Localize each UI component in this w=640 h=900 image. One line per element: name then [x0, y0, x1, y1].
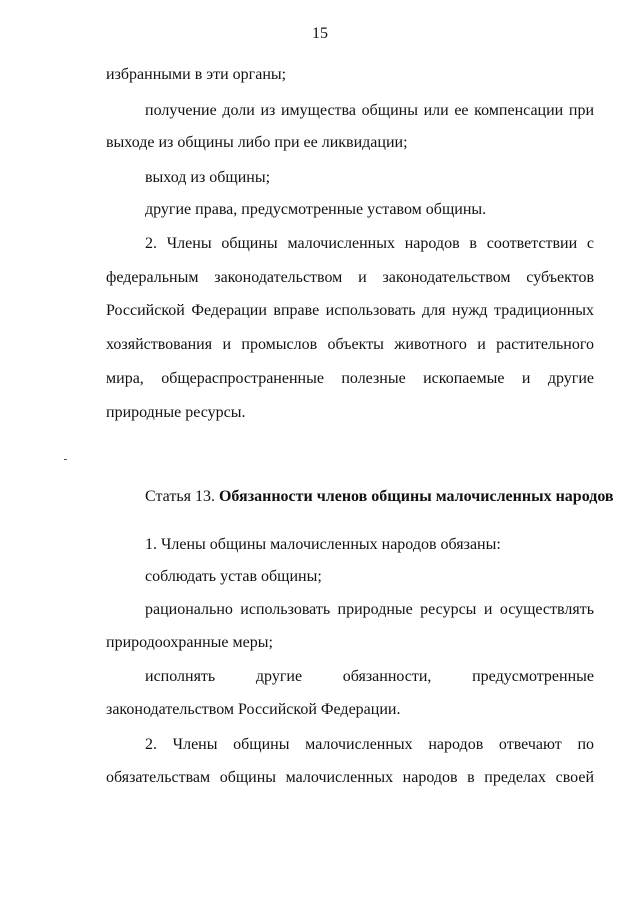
text-line: получение доли из имущества общины или ее компенсации при — [145, 102, 594, 119]
text-line: федеральным законодательством и законодательством субъектов — [106, 269, 594, 286]
margin-mark — [64, 459, 67, 460]
article-title: Обязанности членов общины малочисленных народов — [218, 488, 614, 505]
text-line: природоохранные меры; — [106, 634, 273, 651]
text-line: законодательством Российской Федерации. — [106, 701, 401, 718]
page-number: 15 — [312, 25, 328, 42]
text-line: соблюдать устав общины; — [145, 568, 322, 585]
text-line: выходе из общины либо при ее ликвидации; — [106, 134, 408, 151]
article-heading — [145, 487, 614, 507]
text-line: избранными в эти органы; — [106, 66, 287, 83]
text-line: исполнять другие обязанности, предусмотренные — [145, 668, 594, 685]
article-number: Статья 13. — [145, 488, 219, 505]
text-line: природные ресурсы. — [106, 404, 246, 421]
text-line: выход из общины; — [145, 169, 271, 186]
text-line: обязательствам общины малочисленных народов в пределах своей — [106, 769, 594, 786]
text-line: хозяйствования и промыслов объекты животного и растительного — [106, 336, 594, 353]
text-line: 2. Члены общины малочисленных народов в соответствии с — [145, 235, 594, 252]
text-line: другие права, предусмотренные уставом общины. — [145, 201, 487, 218]
text-line: 2. Члены общины малочисленных народов отвечают по — [145, 736, 594, 753]
text-line: Российской Федерации вправе использовать для нужд традиционных — [106, 302, 594, 319]
text-line: мира, общераспространенные полезные ископаемые и другие — [106, 370, 594, 387]
text-line: 1. Члены общины малочисленных народов обязаны: — [145, 536, 501, 553]
text-line: рационально использовать природные ресурсы и осуществлять — [145, 601, 594, 618]
